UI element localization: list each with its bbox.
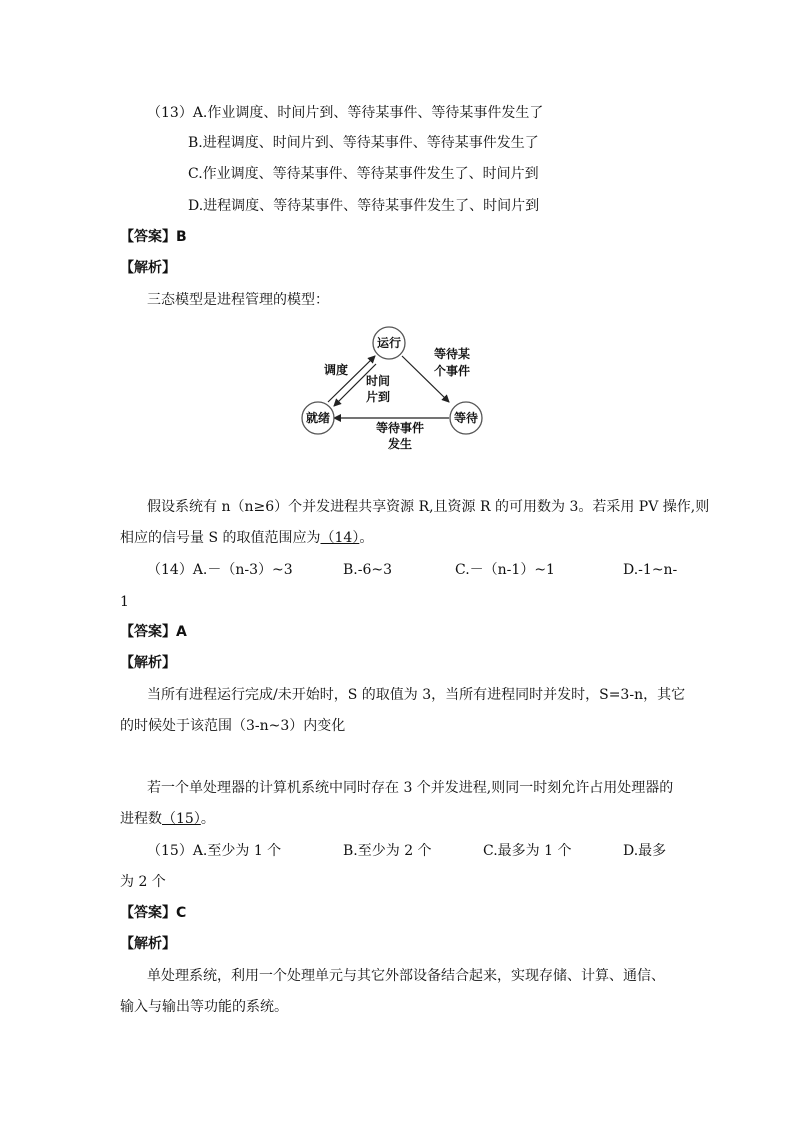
q15-option-b: B.至少为 2 个 (343, 843, 432, 859)
q13-analysis-label: 【解析】 (120, 260, 176, 276)
three-state-diagram (290, 322, 500, 462)
q14-stem-post: 。 (359, 530, 374, 546)
q15-stem-line1: 若一个单处理器的计算机系统中同时存在 3 个并发进程,则同一时刻允许占用处理器的 (147, 780, 674, 796)
q13-analysis-text: 三态模型是进程管理的模型： (147, 292, 329, 308)
q15-stem-post: 。 (200, 811, 215, 827)
state-ready-label: 就绪 (305, 411, 331, 425)
q15-blank: （15） (162, 811, 201, 827)
q14-option-a: （14）A.－（n-3）~3 (147, 562, 293, 578)
q15-option-d-cont: 为 2 个 (120, 874, 166, 890)
q15-analysis-label: 【解析】 (120, 936, 176, 952)
q15-answer (120, 903, 186, 923)
q14-option-b: B.-6~3 (343, 562, 393, 578)
answer-value: C (176, 905, 187, 921)
q13-option-c: C.作业调度、等待某事件、等待某事件发生了、时间片到 (188, 166, 539, 182)
q14-analysis-label: 【解析】 (120, 655, 176, 671)
q13-option-a: （13）A.作业调度、时间片到、等待某事件、等待某事件发生了 (147, 105, 544, 121)
answer-label: 【答案】 (120, 624, 176, 640)
answer-label: 【答案】 (120, 229, 176, 245)
q15-option-a: （15）A.至少为 1 个 (147, 843, 282, 859)
edge-label-event-occur-line2: 发生 (387, 437, 413, 451)
q13-option-d: D.进程调度、等待某事件、等待某事件发生了、时间片到 (188, 198, 540, 214)
state-running-label: 运行 (376, 336, 402, 350)
edge-label-slice-line1: 时间 (365, 374, 391, 388)
q14-stem-line1: 假设系统有 n（n≥6）个并发进程共享资源 R,且资源 R 的可用数为 3。若采用 PV 操作,则 (147, 499, 710, 515)
q14-option-d-cont: 1 (120, 594, 129, 610)
arrow-running-to-waiting (402, 356, 449, 402)
q14-stem-line2 (120, 528, 373, 548)
q15-stem-line2 (120, 809, 215, 829)
edge-label-wait-event-line2: 个事件 (433, 364, 471, 378)
q14-analysis-line1: 当所有进程运行完成/未开始时，S 的取值为 3，当所有进程同时并发时，S=3-n，其它 (147, 687, 686, 703)
answer-value: B (176, 229, 187, 245)
q15-option-c: C.最多为 1 个 (483, 843, 572, 859)
q14-analysis-line2: 的时候处于该范围（3-n~3）内变化 (120, 718, 346, 734)
edge-label-slice-line2: 片到 (365, 390, 391, 404)
q14-option-c: C.－（n-1）~1 (455, 562, 555, 578)
edge-label-schedule: 调度 (323, 363, 349, 377)
q14-answer (120, 622, 187, 642)
q13-answer (120, 227, 187, 247)
edge-label-wait-event-line1: 等待某 (433, 347, 471, 361)
answer-label: 【答案】 (120, 905, 176, 921)
q14-stem-pre: 相应的信号量 S 的取值范围应为 (120, 530, 321, 546)
q15-analysis-line1: 单处理系统，利用一个处理单元与其它外部设备结合起来，实现存储、计算、通信、 (147, 968, 665, 984)
q15-stem-pre: 进程数 (120, 811, 162, 827)
state-waiting-label: 等待 (453, 411, 479, 425)
q15-analysis-line2: 输入与输出等功能的系统。 (120, 999, 288, 1015)
q15-option-d: D.最多 (623, 843, 667, 859)
q13-option-b: B.进程调度、时间片到、等待某事件、等待某事件发生了 (188, 135, 539, 151)
q14-blank: （14） (320, 530, 360, 546)
q14-option-d: D.-1~n- (623, 562, 678, 578)
answer-value: A (176, 624, 187, 640)
edge-label-event-occur-line1: 等待事件 (375, 421, 425, 435)
